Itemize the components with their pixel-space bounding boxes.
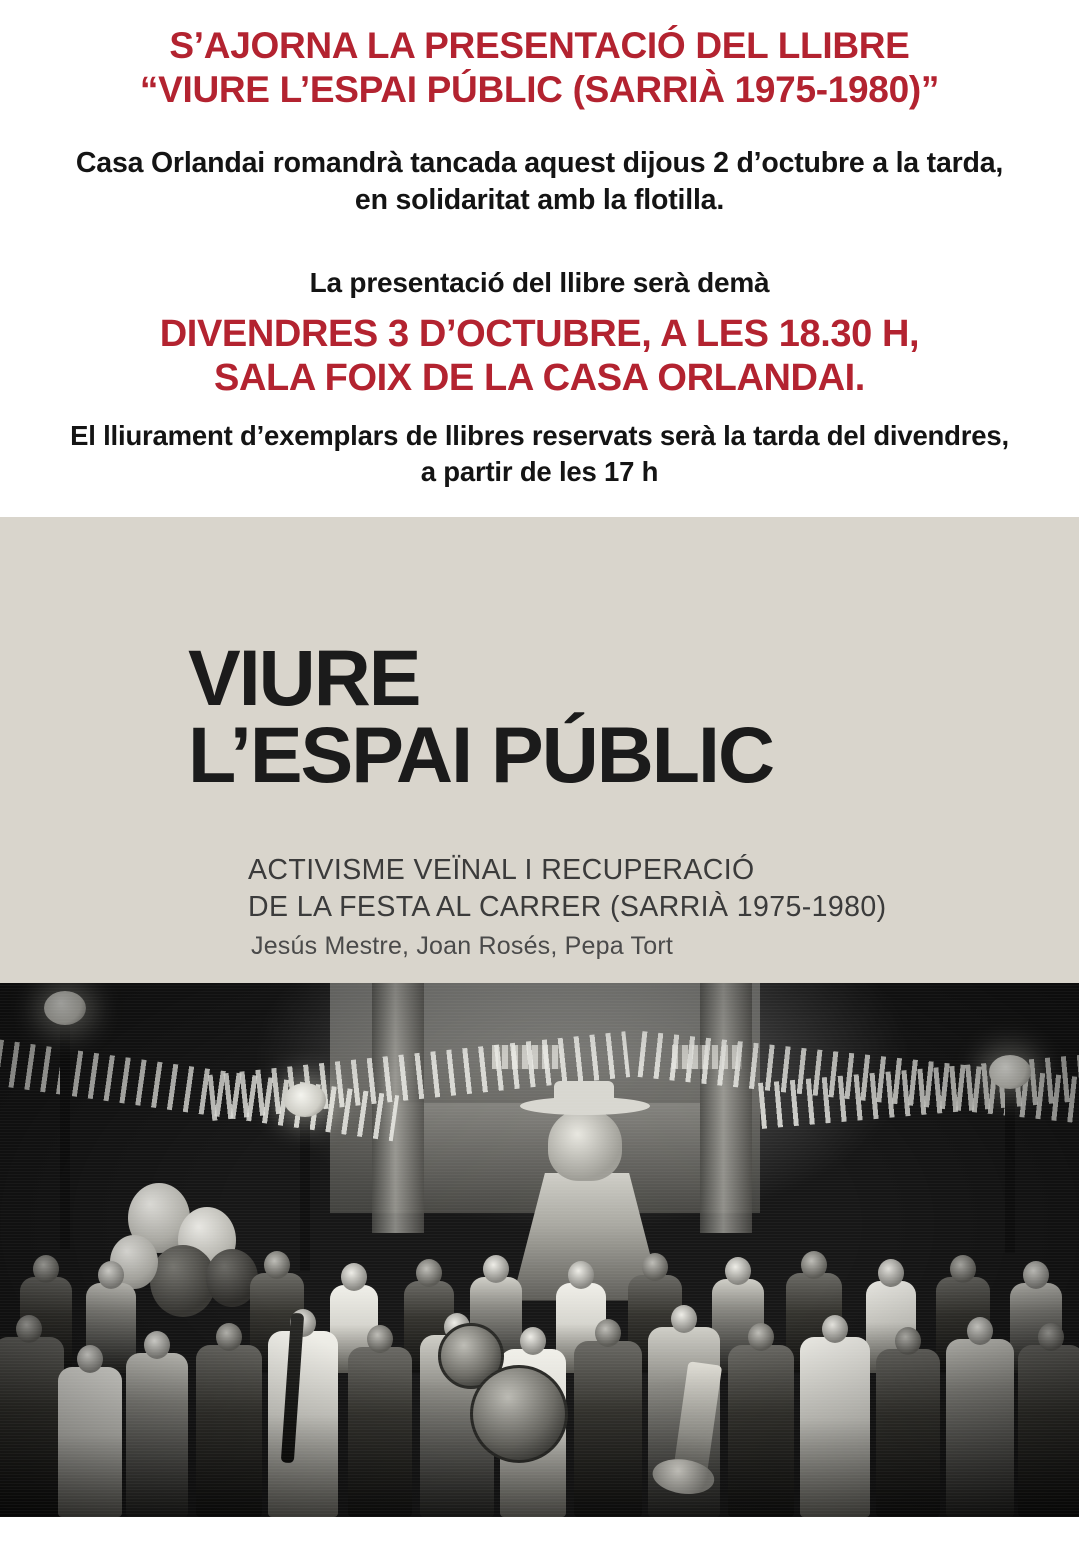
- person-head: [416, 1259, 442, 1287]
- page-title: [30, 24, 1049, 111]
- lamp-globe: [44, 991, 86, 1025]
- person-head: [98, 1261, 124, 1289]
- lamp-globe: [989, 1055, 1031, 1089]
- person-head: [16, 1315, 42, 1343]
- person-head: [520, 1327, 546, 1355]
- person-head: [822, 1315, 848, 1343]
- event-details: [50, 312, 1030, 400]
- book-title-line-2: L’ESPAI PÚBLIC: [188, 709, 774, 799]
- person-head: [144, 1331, 170, 1359]
- person-head: [216, 1323, 242, 1351]
- person-head: [264, 1251, 290, 1279]
- book-authors: Jesús Mestre, Joan Rosés, Pepa Tort: [251, 931, 674, 960]
- bass-drum: [470, 1365, 568, 1463]
- street-lamp: [60, 1019, 70, 1249]
- person-head: [568, 1261, 594, 1289]
- person-head: [642, 1253, 668, 1281]
- cover-photograph: [0, 983, 1079, 1517]
- musician-clarinet: [268, 1331, 338, 1517]
- crowd-person: [728, 1345, 794, 1517]
- event-date-time: DIVENDRES 3 D’OCTUBRE, A LES 18.30 H,: [159, 312, 920, 355]
- person-head: [77, 1345, 103, 1373]
- person-head: [878, 1259, 904, 1287]
- book-cover-image: [0, 517, 1079, 1517]
- person-head: [801, 1251, 827, 1279]
- giant-figure-hat: [520, 1097, 650, 1115]
- facade-column-right: [700, 983, 752, 1233]
- lamp-globe: [284, 1083, 326, 1117]
- crowd-person: [348, 1347, 412, 1517]
- book-subtitle: [248, 852, 1048, 926]
- crowd-person: [800, 1337, 870, 1517]
- book-title-line-1: VIURE: [188, 632, 420, 722]
- street-lamp: [300, 1111, 310, 1271]
- person-head: [367, 1325, 393, 1353]
- crowd-person: [1018, 1345, 1079, 1517]
- headline-line-2: “VIURE L’ESPAI PÚBLIC (SARRIÀ 1975-1980)”: [139, 68, 940, 110]
- person-head: [341, 1263, 367, 1291]
- street-lamp: [1005, 1083, 1015, 1253]
- person-head: [595, 1319, 621, 1347]
- person-head: [1038, 1323, 1064, 1351]
- crowd-person: [946, 1339, 1014, 1517]
- event-venue: SALA FOIX DE LA CASA ORLANDAI.: [214, 356, 865, 399]
- paragraph-new-date-intro: La presentació del llibre serà demà: [309, 267, 770, 299]
- person-head: [725, 1257, 751, 1285]
- crowd-person: [196, 1345, 262, 1517]
- headline-line-1: S’AJORNA LA PRESENTACIÓ DEL LLIBRE: [169, 25, 910, 66]
- crowd-person: [574, 1341, 642, 1517]
- crowd-person: [126, 1353, 188, 1517]
- book-title: [188, 632, 1048, 799]
- person-head: [33, 1255, 59, 1283]
- crowd-person: [0, 1337, 64, 1517]
- paragraph-closure-notice: Casa Orlandai romandrà tancada aquest dijous 2 d’octubre a la tarda, en solidaritat amb la flotilla.: [75, 147, 1004, 217]
- book-subtitle-line-2: DE LA FESTA AL CARRER (SARRIÀ 1975-1980): [248, 890, 887, 923]
- paragraph-book-pickup: El lliurament d’exemplars de llibres reservats serà la tarda del divendres, a partir de les 17 h: [70, 419, 1009, 488]
- book-subtitle-line-1: ACTIVISME VEÏNAL I RECUPERACIÓ: [248, 853, 755, 886]
- person-head: [748, 1323, 774, 1351]
- crowd-person: [58, 1367, 122, 1517]
- crowd-person: [876, 1349, 940, 1517]
- person-head: [967, 1317, 993, 1345]
- person-head: [483, 1255, 509, 1283]
- announcement-block: [0, 0, 1079, 491]
- person-head: [1023, 1261, 1049, 1289]
- giant-figure-head: [548, 1109, 622, 1181]
- person-head: [895, 1327, 921, 1355]
- person-head: [950, 1255, 976, 1283]
- person-head: [671, 1305, 697, 1333]
